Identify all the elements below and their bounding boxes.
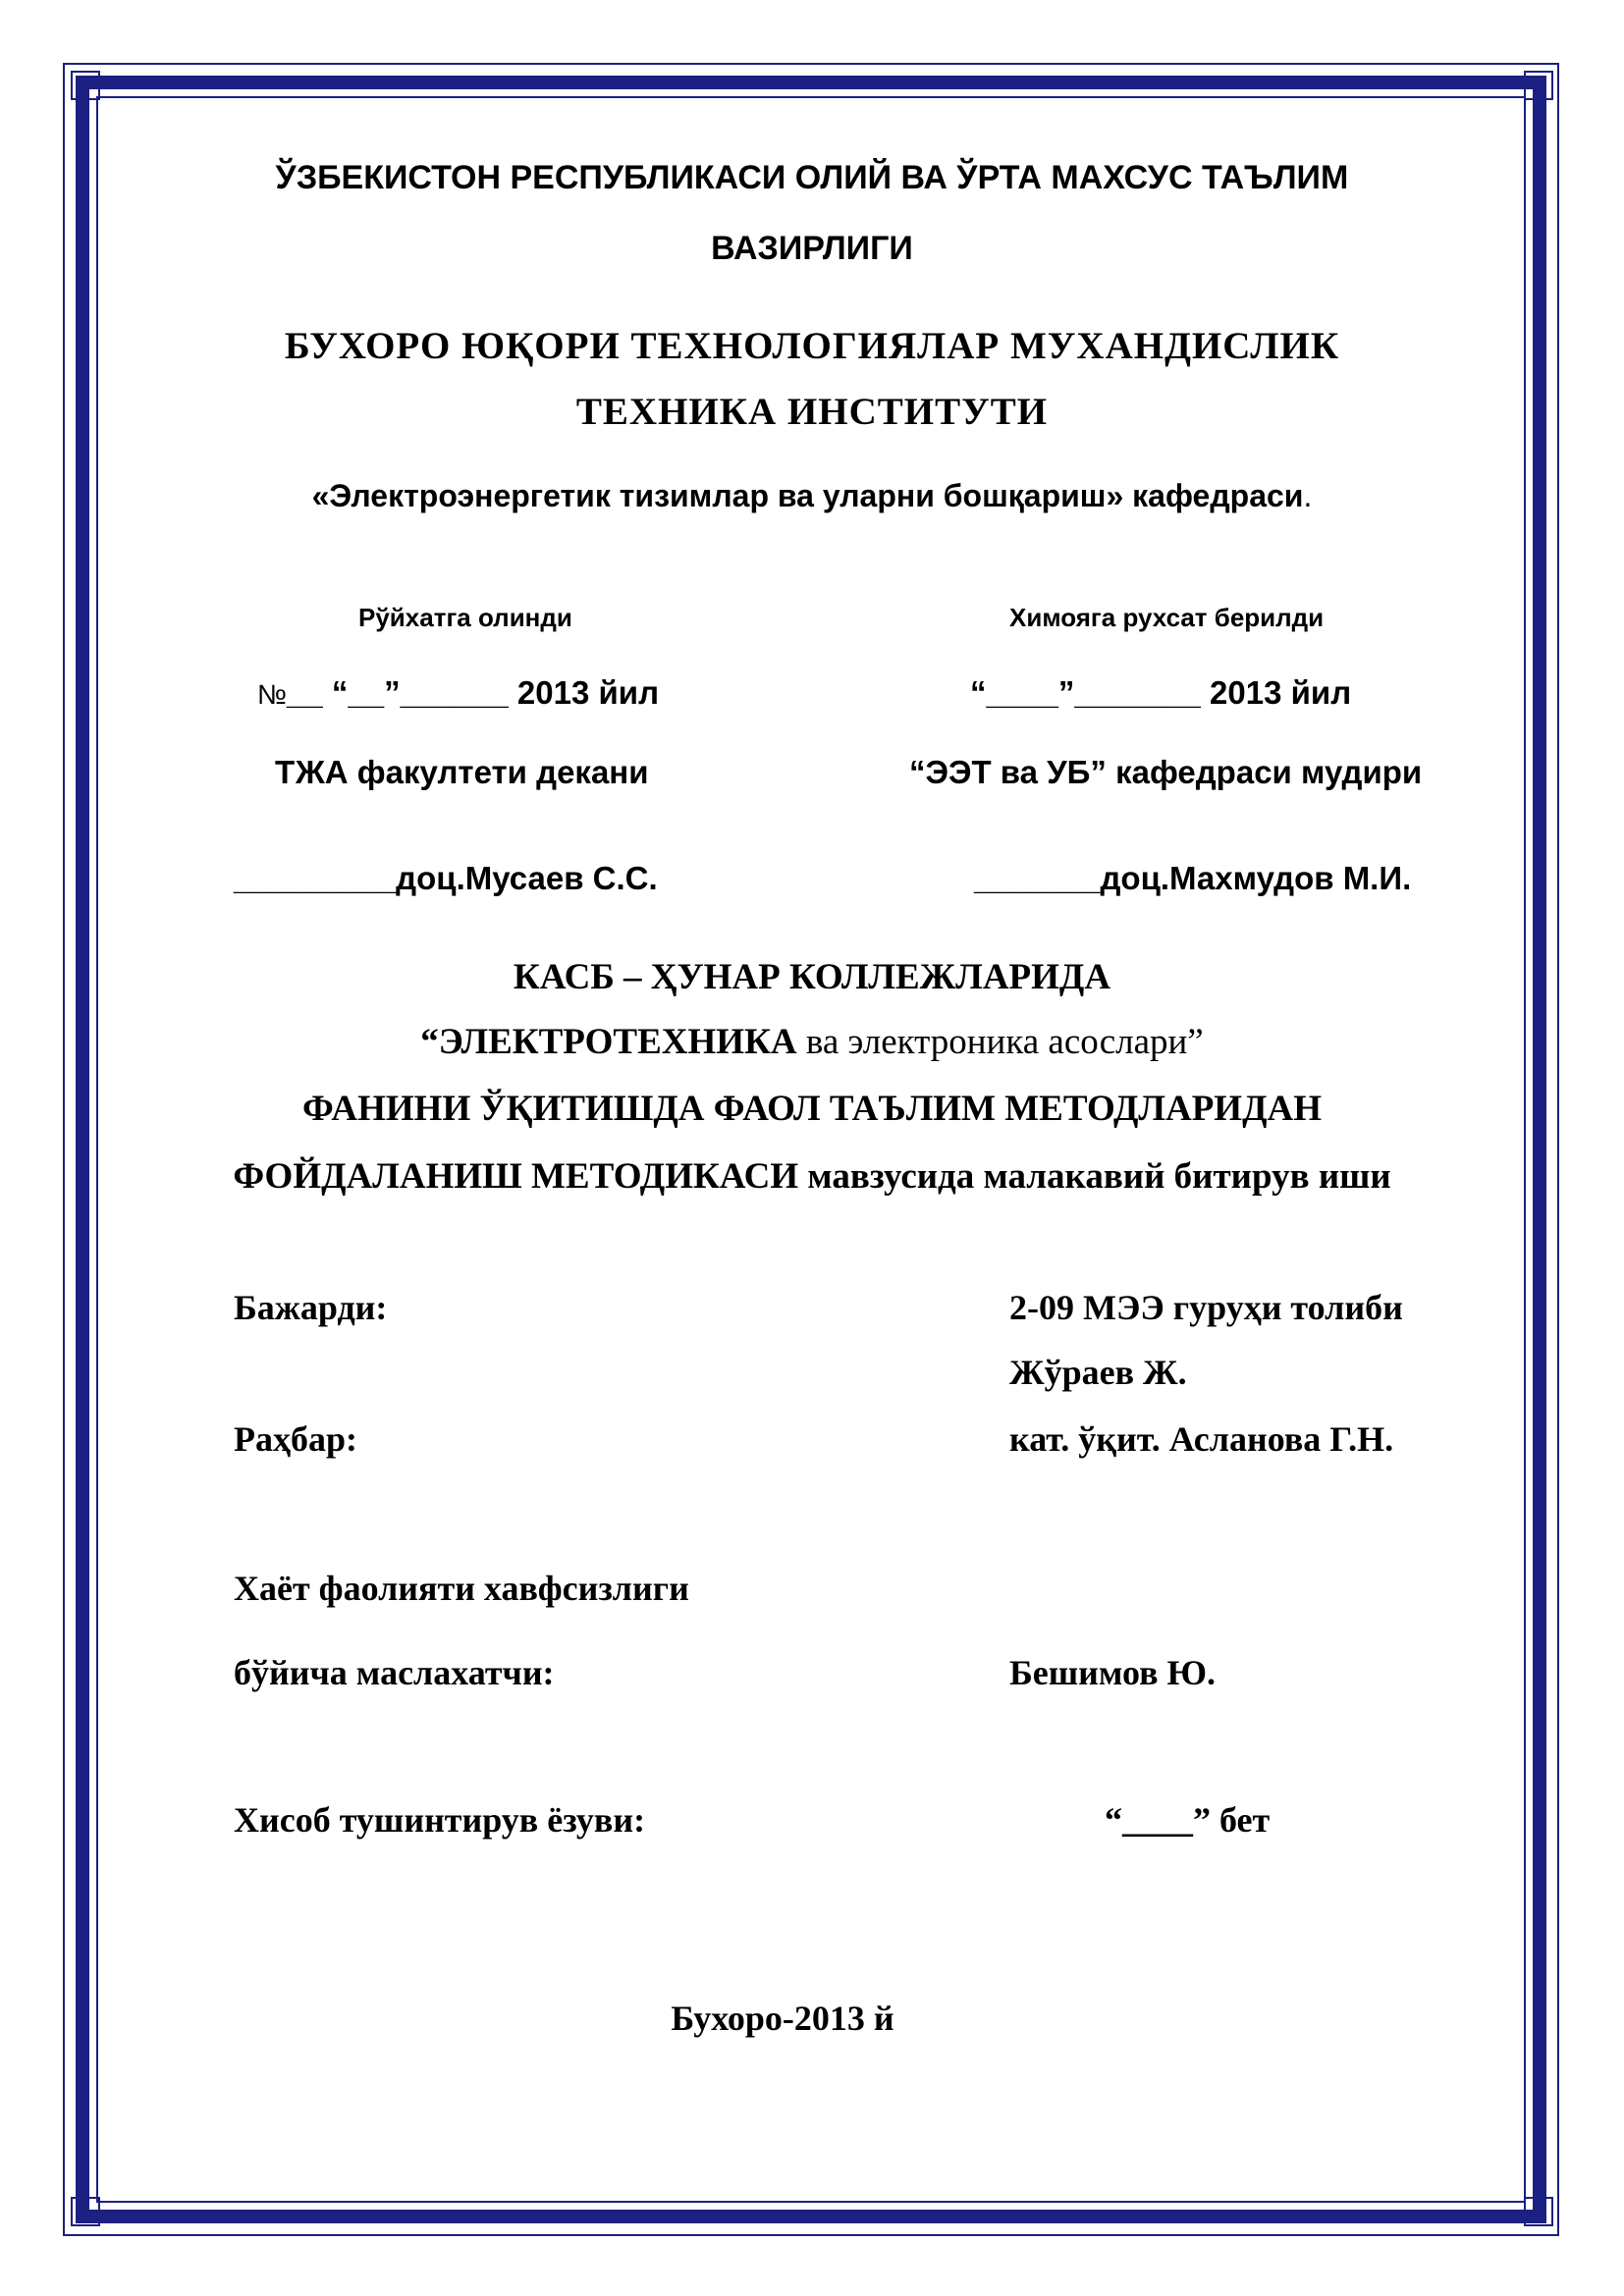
ministry-title-line1: ЎЗБЕКИСТОН РЕСПУБЛИКАСИ ОЛИЙ ВА ЎРТА МАХСУС ТАЪЛИМ bbox=[275, 159, 1349, 196]
topic-line2 bbox=[0, 1021, 1624, 1063]
frame-corner-ornament bbox=[1524, 71, 1553, 100]
safety-consultant-name: Бешимов Ю. bbox=[1009, 1653, 1217, 1692]
safety-consultant-label-line2: бўйича маслахатчи: bbox=[234, 1653, 555, 1692]
supervisor-label: Раҳбар: bbox=[234, 1419, 357, 1459]
department-name bbox=[0, 478, 1624, 514]
topic-line4: ФОЙДАЛАНИШ МЕТОДИКАСИ мавзусида малакавий битирув иши bbox=[233, 1156, 1391, 1197]
topic-line2-normal: ва электроника асослари” bbox=[796, 1022, 1204, 1062]
institute-name-line1: БУХОРО ЮҚОРИ ТЕХНОЛОГИЯЛАР МУХАНДИСЛИК bbox=[284, 325, 1340, 367]
frame-corner-ornament bbox=[71, 2197, 100, 2226]
institute-name-line2: ТЕХНИКА ИНСТИТУТИ bbox=[575, 391, 1049, 433]
defense-permission-heading: Химояга рухсат берилди bbox=[1009, 603, 1325, 632]
safety-consultant-label-line1: Хаёт фаолияти хавфсизлиги bbox=[234, 1569, 689, 1608]
performed-by-name: Жўраев Ж. bbox=[1009, 1353, 1187, 1392]
topic-line1: КАСБ – ҲУНАР КОЛЛЕЖЛАРИДА bbox=[513, 957, 1111, 997]
department-name-text: «Электроэнергетик тизимлар ва уларни бошқариш» кафедраси bbox=[311, 478, 1304, 513]
topic-line3: ФАНИНИ ЎҚИТИШДА ФАОЛ ТАЪЛИМ МЕТОДЛАРИДАН bbox=[301, 1089, 1323, 1129]
dean-signature: _________доц.Мусаев С.С. bbox=[234, 860, 658, 896]
number-sign: № bbox=[257, 679, 288, 710]
explanatory-note-label: Хисоб тушинтирув ёзуви: bbox=[234, 1800, 646, 1840]
ministry-title-line2: ВАЗИРЛИГИ bbox=[711, 230, 913, 267]
frame-corner-ornament bbox=[71, 71, 100, 100]
registration-date-text: __ “__”______ 2013 йил bbox=[287, 674, 660, 711]
performed-by-group: 2-09 МЭЭ гуруҳи толиби bbox=[1009, 1288, 1403, 1327]
head-of-department-position: “ЭЭТ ва УБ” кафедраси мудири bbox=[909, 754, 1423, 790]
registered-heading: Рўйхатга олинди bbox=[358, 603, 572, 632]
explanatory-note-pages: “____” бет bbox=[1105, 1800, 1271, 1840]
dean-position: ТЖА факултети декани bbox=[275, 754, 649, 790]
department-name-punct: . bbox=[1303, 478, 1313, 513]
permission-date-line: “____”_______ 2013 йил bbox=[970, 674, 1352, 711]
registration-date-line bbox=[257, 674, 659, 712]
supervisor-name: кат. ўқит. Асланова Г.Н. bbox=[1009, 1419, 1394, 1459]
frame-corner-ornament bbox=[1524, 2197, 1553, 2226]
head-of-department-signature: _______доц.Махмудов М.И. bbox=[974, 860, 1412, 896]
performed-by-label: Бажарди: bbox=[234, 1288, 388, 1327]
topic-line2-bold: “ЭЛЕКТРОТЕХНИКА bbox=[420, 1022, 797, 1062]
city-year: Бухоро-2013 й bbox=[671, 1999, 894, 2038]
